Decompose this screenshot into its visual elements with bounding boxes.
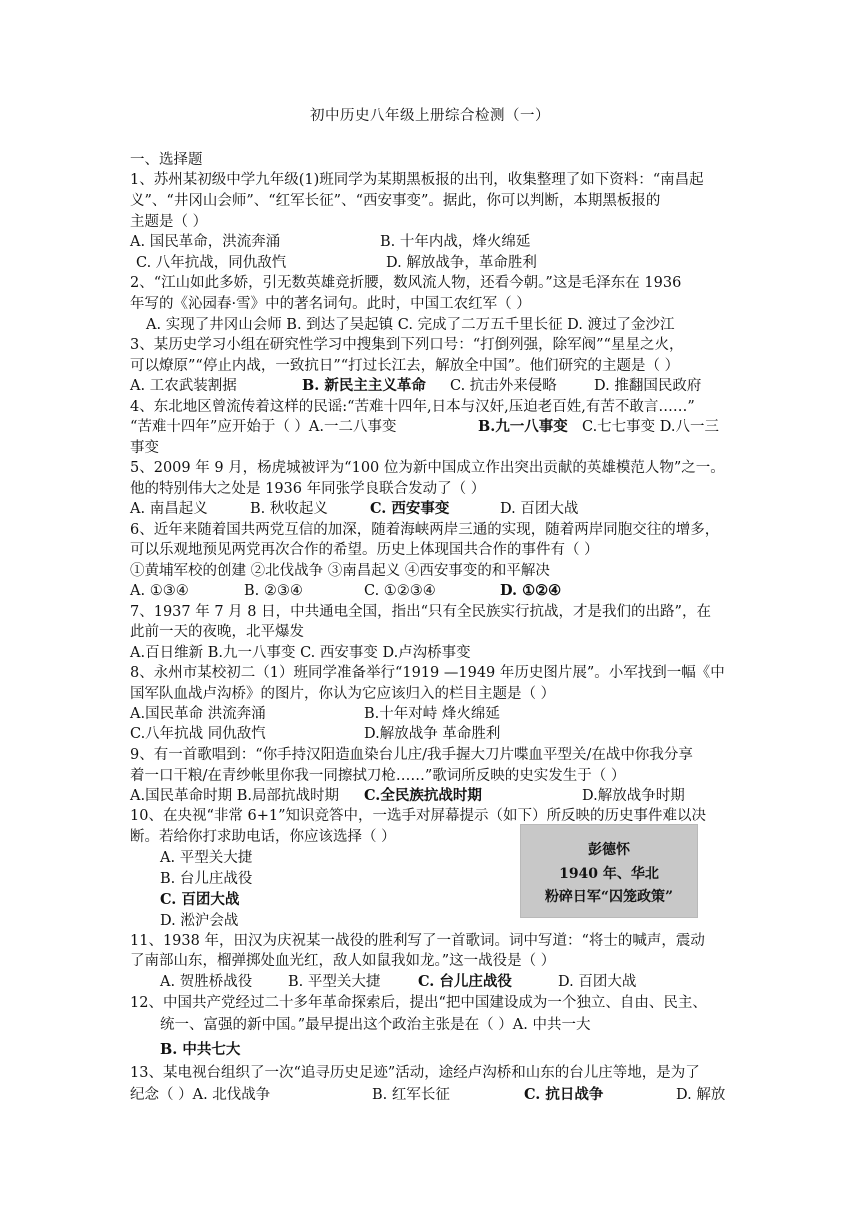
q9-option-d: D.解放战争时期 [582,788,685,804]
q11-text-2: 了南部山东，榴弹掷处血光红，敌人如鼠我如龙。”这一战役是（ ） [130,953,556,969]
q5-option-a: A. 南昌起义 [130,501,208,517]
q4-option-a: “苦难十四年”应开始于（ ）A.一二八事变 [130,419,397,435]
q6-option-d: D. ①②④ [500,582,562,599]
q13-option-d: D. 解放 [676,1087,726,1103]
q8-option-d: D.解放战争 革命胜利 [364,726,501,742]
q11-option-b: B. 平型关大捷 [288,974,381,990]
q5-option-c: C. 西安事变 [370,500,450,517]
q13-text-2: 纪念（ ）A. 北伐战争 [130,1087,271,1103]
q4-option-b: B.九一八事变 [478,418,568,435]
q6-option-b: B. ②③④ [244,583,303,599]
q11-option-c: C. 台儿庄战役 [418,973,512,990]
q12-option-b: B. 中共七大 [160,1041,241,1058]
q9-text-2: 着一口干粮/在青纱帐里你我一同擦拭刀枪……”歌词所反映的史实发生于（ ） [130,768,626,784]
q11-option-d: D. 百团大战 [558,974,637,990]
q8-option-b: B.十年对峙 烽火绵延 [364,706,500,722]
q3-option-c: C. 抗击外来侵略 [450,378,557,394]
q5-text-2: 他的特别伟大之处是 1936 年同张学良联合发动了（ ） [130,481,486,497]
q10-text-1: 10、在央视“非常 6+1”知识竞答中，一选手对屏幕提示（如下）所反映的历史事件难以决 [130,808,706,824]
q6-option-c: C. ①②③④ [364,583,436,599]
q11-option-a: A. 贺胜桥战役 [160,974,253,990]
q10-option-a: A. 平型关大捷 [160,850,253,866]
q2-text-2: 年写的《沁园春·雪》中的著名词句。此时，中国工农红军（ ） [130,296,531,312]
q12-text-1: 12、中国共产党经过二十多年革命探索后，提出“把中国建设成为一个独立、自由、民主、 [130,995,707,1011]
q9-option-c: C.全民族抗战时期 [364,787,482,804]
q8-text-2: 国军队血战卢沟桥》的图片，你认为它应该归入的栏目主题是（ ） [130,686,556,702]
q13-option-c: C. 抗日战争 [524,1086,604,1103]
prompt-line-2: 1940 年、华北 [559,866,659,882]
q10-option-b: B. 台儿庄战役 [160,871,253,887]
prompt-line-3: 粉碎日军“囚笼政策” [544,889,674,905]
q3-text-2: 可以燎原”“停止内战，一致抗日”“打过长江去，解放全中国”。他们研究的主题是（ ） [130,358,680,374]
q7-text-2: 此前一天的夜晚，北平爆发 [130,624,304,640]
q13-text-1: 13、某电视台组织了一次“追寻历史足迹”活动，途经卢沟桥和山东的台儿庄等地，是为了 [130,1065,700,1081]
q3-option-d: D. 推翻国民政府 [594,378,702,394]
q9-text-1: 9、有一首歌唱到：“你手持汉阳造血染台儿庄/我手握大刀片喋血平型关/在战中你我分享 [130,747,693,763]
q1-text-1: 1、苏州某初级中学九年级(1)班同学为某期黑板报的出刊，收集整理了如下资料：“南昌起 [130,172,704,188]
q3-option-a: A. 工农武装割据 [130,378,237,394]
screen-prompt-box [520,824,698,918]
q13-option-b: B. 红军长征 [372,1087,450,1103]
q10-text-2: 断。若给你打求助电话，你应该选择（ ） [130,829,396,845]
q10-option-d: D. 淞沪会战 [160,913,239,929]
q3-text-1: 3、某历史学习小组在研究性学习中搜集到下列口号：“打倒列强，除军阀”“星星之火， [130,337,684,353]
q1-text-3: 主题是（ ） [130,214,208,230]
q9-option-ab: A.国民革命时期 B.局部抗战时期 [130,788,339,804]
q10-option-c: C. 百团大战 [160,891,240,908]
q8-text-1: 8、永州市某校初二（1）班同学准备举行“1919 —1949 年历史图片展”。小军找到一幅《中 [130,665,725,681]
q1-option-b: B. 十年内战，烽火绵延 [380,234,531,250]
q2-text-1: 2、“江山如此多娇，引无数英雄竞折腰，数风流人物，还看今朝。”这是毛泽东在 1936 [130,275,682,291]
q7-text-1: 7、1937 年 7 月 8 日，中共通电全国，指出“只有全民族实行抗战，才是我们的出路”，在 [130,604,711,620]
prompt-line-1: 彭德怀 [588,842,630,858]
q4-option-c: C.七七事变 D.八一三 [582,419,720,435]
q5-text-1: 5、2009 年 9 月，杨虎城被评为“100 位为新中国成立作出突出贡献的英雄模范人物”之一。 [130,460,725,476]
q6-option-a: A. ①③④ [130,583,189,599]
q8-option-c: C.八年抗战 同仇敌忾 [130,726,266,742]
q11-text-1: 11、1938 年，田汉为庆祝某一战役的胜利写了一首歌词。词中写道：“将士的喊声，震动 [130,933,705,949]
page-title: 初中历史八年级上册综合检测（一） [310,108,550,124]
q1-option-c: C. 八年抗战，同仇敌忾 [136,255,287,271]
q1-text-2: 义”、“井冈山会师”、“红军长征”、“西安事变”。据此，你可以判断，本期黑板报的 [130,193,661,209]
q3-option-b: B. 新民主主义革命 [302,377,426,394]
q4-text-1: 4、东北地区曾流传着这样的民谣:“苦难十四年,日本与汉奸,压迫老百姓,有苦不敢言……” [130,399,695,415]
q7-options: A.百日维新 B.九一八事变 C. 西安事变 D.卢沟桥事变 [130,645,471,661]
q8-option-a: A.国民革命 洪流奔涌 [130,706,266,722]
q5-option-b: B. 秋收起义 [250,501,328,517]
q4-text-2: 事变 [130,440,159,456]
section-heading: 一、选择题 [130,152,203,168]
q1-option-d: D. 解放战争，革命胜利 [386,255,537,271]
q5-option-d: D. 百团大战 [500,501,579,517]
q6-text-2: 可以乐观地预见两党再次合作的希望。历史上体现国共合作的事件有（ ） [130,542,599,558]
q2-options: A. 实现了井冈山会师 B. 到达了吴起镇 C. 完成了二万五千里长征 D. 渡过了金沙江 [146,317,675,333]
q6-text-1: 6、近年来随着国共两党互信的加深，随着海峡两岸三通的实现，随着两岸同胞交往的增多， [130,522,720,538]
q1-option-a: A. 国民革命，洪流奔涌 [130,234,281,250]
q12-text-2: 统一、富强的新中国。”最早提出这个政治主张是在（ ）A. 中共一大 [160,1017,591,1033]
q6-items: ①黄埔军校的创建 ②北伐战争 ③南昌起义 ④西安事变的和平解决 [130,563,550,579]
